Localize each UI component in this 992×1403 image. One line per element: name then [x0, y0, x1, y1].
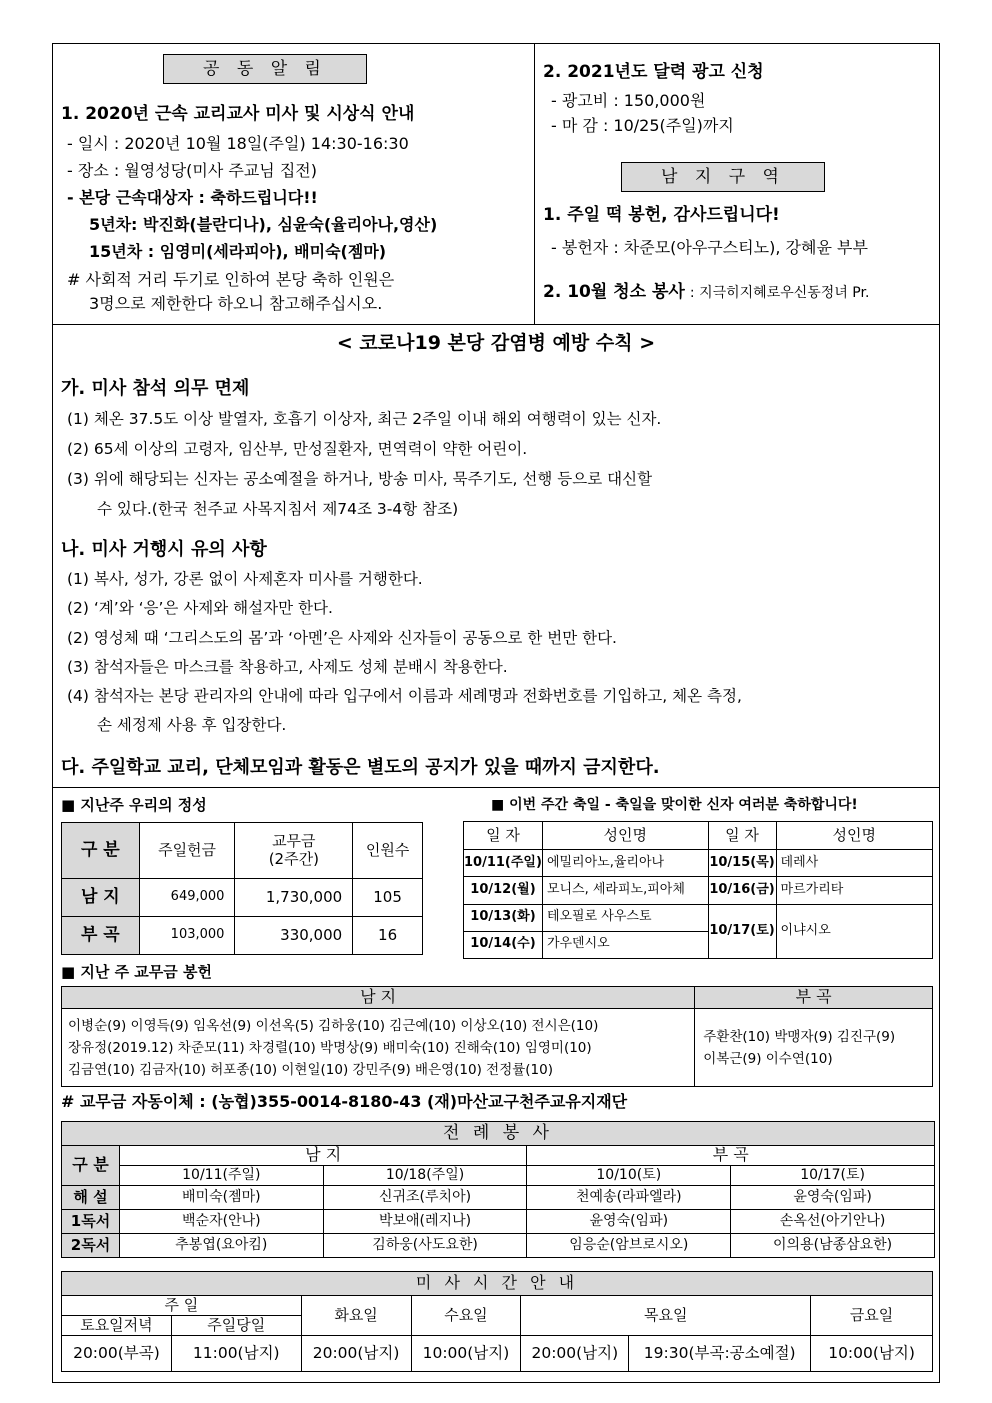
mass-sunday: 주 일	[62, 1296, 302, 1316]
corona-b-1: (1) 복사, 성가, 강론 없이 사제혼자 미사를 거행한다.	[67, 570, 423, 588]
mass-thu: 목요일	[521, 1296, 811, 1336]
liturgy-role-3: 2독서	[62, 1234, 120, 1258]
liturgy-table	[61, 1121, 935, 1258]
notice-title: 공 동 알 림	[163, 54, 367, 84]
mass-time-7: 10:00(남지)	[811, 1336, 933, 1372]
top-bottom-border	[53, 324, 939, 325]
feast-r1-saint: 데레사	[776, 850, 932, 877]
liturgy-r1-c1: 배미숙(젬마)	[119, 1186, 323, 1210]
offering-r1-tithe: 1,730,000	[235, 879, 353, 917]
mass-tue: 화요일	[301, 1296, 411, 1336]
corona-a-3: (3) 위에 해당되는 신자는 공소예절을 하거나, 방송 미사, 묵주기도, 선행 등으로 대신할	[67, 470, 653, 488]
corona-sec-c: 다. 주일학교 교리, 단체모임과 활동은 별도의 공지가 있을 때까지 금지한다.	[61, 757, 660, 778]
tithe-bugok-line1: 주환찬(10) 박맹자(9) 김진구(9)	[703, 1028, 896, 1045]
liturgy-gubun: 구 분	[62, 1146, 120, 1186]
feast-heading: ■ 이번 주간 축일 - 축일을 맞이한 신자 여러분 축하합니다!	[491, 797, 858, 813]
feast-r3-date: 10/17(토)	[708, 904, 776, 958]
district-item1-title: 1. 주일 떡 봉헌, 감사드립니다!	[543, 205, 780, 225]
liturgy-r2-c4: 손옥선(아기안나)	[731, 1210, 935, 1234]
liturgy-date-2: 10/18(주일)	[323, 1166, 527, 1186]
notice-year5: 5년차: 박진화(블란디나), 심윤숙(율리아나,영산)	[89, 215, 438, 234]
notice-note1: # 사회적 거리 두기로 인하여 본당 축하 인원은	[67, 270, 395, 289]
tithe-namji-line2: 장유정(2019.12) 차준모(11) 차경렬(10) 박명상(9) 배미숙(10) 진해숙(10) 임영미(10)	[68, 1039, 592, 1056]
tithe-table	[61, 986, 933, 1087]
tithe-h-namji: 남 지	[62, 987, 695, 1009]
liturgy-role-1: 해 설	[62, 1186, 120, 1210]
notice-target: - 본당 근속대상자 : 축하드립니다!!	[67, 188, 318, 207]
mass-sat-eve: 토요일저녁	[62, 1316, 172, 1336]
offering-r1-count: 105	[353, 879, 423, 917]
corona-b-5: (4) 참석자는 본당 관리자의 안내에 따라 입구에서 이름과 세례명과 전화번호를 기입하고, 체온 측정,	[67, 687, 742, 705]
feast-h-saint1: 성인명	[542, 822, 708, 850]
feast-l3-date: 10/13(화)	[464, 904, 543, 931]
offering-r2-count: 16	[353, 917, 423, 955]
liturgy-r2-c1: 백순자(안나)	[119, 1210, 323, 1234]
corona-sec-a-title: 가. 미사 참석 의무 면제	[61, 378, 250, 399]
district-donor: - 봉헌자 : 차준모(아우구스티노), 강혜윤 부부	[551, 238, 868, 257]
feast-l1-date: 10/11(주일)	[464, 850, 543, 877]
mass-fri: 금요일	[811, 1296, 933, 1336]
liturgy-date-1: 10/11(주일)	[119, 1166, 323, 1186]
district-item2-detail: : 지극히지혜로우신동정녀 Pr.	[689, 285, 870, 301]
mass-time-5: 20:00(남지)	[521, 1336, 629, 1372]
liturgy-r1-c4: 윤영숙(임파)	[731, 1186, 935, 1210]
feast-r1-date: 10/15(목)	[708, 850, 776, 877]
corona-a-2: (2) 65세 이상의 고령자, 임산부, 만성질환자, 면역력이 약한 어린이.	[67, 440, 528, 458]
tithe-namji-line3: 김금연(10) 김금자(10) 허포종(10) 이현일(10) 강민주(9) 배은영(10) 전정률(10)	[68, 1061, 554, 1078]
offering-r2-tithe: 330,000	[235, 917, 353, 955]
mass-title: 미 사 시 간 안 내	[62, 1272, 933, 1296]
offering-heading: ■ 지난주 우리의 정성	[61, 796, 207, 814]
feast-r3-saint: 이냐시오	[776, 904, 932, 958]
liturgy-title: 전 례 봉 사	[62, 1122, 935, 1146]
offering-h-gubun: 구 분	[62, 823, 140, 879]
liturgy-role-2: 1독서	[62, 1210, 120, 1234]
notice-deadline: - 마 감 : 10/25(주일)까지	[551, 116, 734, 135]
feast-r2-date: 10/16(금)	[708, 877, 776, 904]
offering-r2-label: 부 곡	[62, 917, 140, 955]
feast-l3-saint: 테오필로 사우스토	[542, 904, 708, 931]
district-item2	[543, 284, 869, 301]
liturgy-r3-c3: 임응순(암브로시오)	[527, 1234, 731, 1258]
notice-year15: 15년차 : 임영미(세라피아), 배미숙(젬마)	[89, 242, 387, 261]
mass-time-6: 19:30(부곡:공소예절)	[629, 1336, 811, 1372]
corona-b-2: (2) ‘계’와 ‘응’은 사제와 해설자만 한다.	[67, 599, 333, 617]
mass-wed: 수요일	[411, 1296, 521, 1336]
offering-h-count: 인원수	[353, 823, 423, 879]
tithe-heading: ■ 지난 주 교무금 봉헌	[61, 963, 212, 981]
offering-r2-sunday: 103,000	[139, 917, 235, 955]
tithe-bugok-list	[695, 1009, 933, 1087]
notice-item1-title: 1. 2020년 근속 교리교사 미사 및 시상식 안내	[61, 104, 415, 124]
mass-time-3: 20:00(남지)	[301, 1336, 411, 1372]
tithe-namji-line1: 이병순(9) 이영득(9) 임옥선(9) 이선옥(5) 김하웅(10) 김근예(10) 이상오(10) 전시은(10)	[68, 1017, 599, 1034]
liturgy-namji: 남 지	[119, 1146, 526, 1166]
tithe-autopay: # 교무금 자동이체 : (농협)355-0014-8180-43 (재)마산교구천주교유지재단	[61, 1092, 628, 1111]
liturgy-r1-c3: 천예송(라파엘라)	[527, 1186, 731, 1210]
liturgy-date-4: 10/17(토)	[731, 1166, 935, 1186]
corona-b-3: (2) 영성체 때 ‘그리스도의 몸’과 ‘아멘’은 사제와 신자들이 공동으로 한 번만 한다.	[67, 629, 617, 647]
feast-l2-saint: 모니스, 세라피노,피아체	[542, 877, 708, 904]
tithe-namji-list	[62, 1009, 695, 1087]
liturgy-r3-c2: 김하웅(사도요한)	[323, 1234, 527, 1258]
corona-a-4: 수 있다.(한국 천주교 사목지침서 제74조 3-4항 참조)	[97, 500, 459, 518]
mass-table	[61, 1271, 933, 1372]
corona-a-1: (1) 체온 37.5도 이상 발열자, 호흡기 이상자, 최근 2주일 이내 해외 여행력이 있는 신자.	[67, 410, 662, 428]
district-title: 남 지 구 역	[621, 162, 825, 192]
liturgy-bugok: 부 곡	[527, 1146, 935, 1166]
notice-note2: 3명으로 제한한다 하오니 참고해주십시오.	[89, 294, 383, 313]
notice-item2-title: 2. 2021년도 달력 광고 신청	[543, 62, 764, 82]
liturgy-r2-c2: 박보애(레지나)	[323, 1210, 527, 1234]
mass-time-1: 20:00(부곡)	[62, 1336, 172, 1372]
feast-l4-date: 10/14(수)	[464, 931, 543, 958]
mass-time-2: 11:00(남지)	[171, 1336, 301, 1372]
offering-table	[61, 822, 423, 955]
liturgy-r3-c4: 이의용(남종삼요한)	[731, 1234, 935, 1258]
liturgy-r1-c2: 신귀조(루치아)	[323, 1186, 527, 1210]
tithe-bugok-line2: 이복근(9) 이수연(10)	[703, 1050, 833, 1067]
feast-h-date2: 일 자	[708, 822, 776, 850]
offering-r1-sunday: 649,000	[139, 879, 235, 917]
corona-b-4: (3) 참석자들은 마스크를 착용하고, 사제도 성체 분배시 착용한다.	[67, 658, 508, 676]
notice-date: - 일시 : 2020년 10월 18일(주일) 14:30-16:30	[67, 134, 409, 153]
corona-title: < 코로나19 본당 감염병 예방 수칙 >	[336, 332, 656, 354]
liturgy-r3-c1: 추봉엽(요아킴)	[119, 1234, 323, 1258]
feast-l4-saint: 가우덴시오	[542, 931, 708, 958]
district-item2-title: 2. 10월 청소 봉사	[543, 282, 685, 302]
offering-h-tithe: 교무금 (2주간)	[235, 823, 353, 879]
top-divider	[534, 44, 535, 324]
offering-r1-label: 남 지	[62, 879, 140, 917]
notice-place: - 장소 : 월영성당(미사 주교님 집전)	[67, 161, 318, 180]
corona-b-6: 손 세정제 사용 후 입장한다.	[97, 716, 287, 734]
feast-h-date1: 일 자	[464, 822, 543, 850]
mass-time-4: 10:00(남지)	[411, 1336, 521, 1372]
tithe-h-bugok: 부 곡	[695, 987, 933, 1009]
mass-sun-day: 주일당일	[171, 1316, 301, 1336]
feast-table	[463, 821, 933, 959]
offering-h-sunday: 주일헌금	[139, 823, 235, 879]
feast-h-saint2: 성인명	[776, 822, 932, 850]
notice-fee: - 광고비 : 150,000원	[551, 91, 706, 110]
feast-r2-saint: 마르가리타	[776, 877, 932, 904]
bulletin-page	[52, 43, 940, 1383]
liturgy-r2-c3: 윤영숙(임파)	[527, 1210, 731, 1234]
feast-l1-saint: 에밀리아노,율리아나	[542, 850, 708, 877]
feast-l2-date: 10/12(월)	[464, 877, 543, 904]
liturgy-date-3: 10/10(토)	[527, 1166, 731, 1186]
corona-sec-b-title: 나. 미사 거행시 유의 사항	[61, 539, 267, 560]
corona-bottom-border	[53, 787, 939, 788]
